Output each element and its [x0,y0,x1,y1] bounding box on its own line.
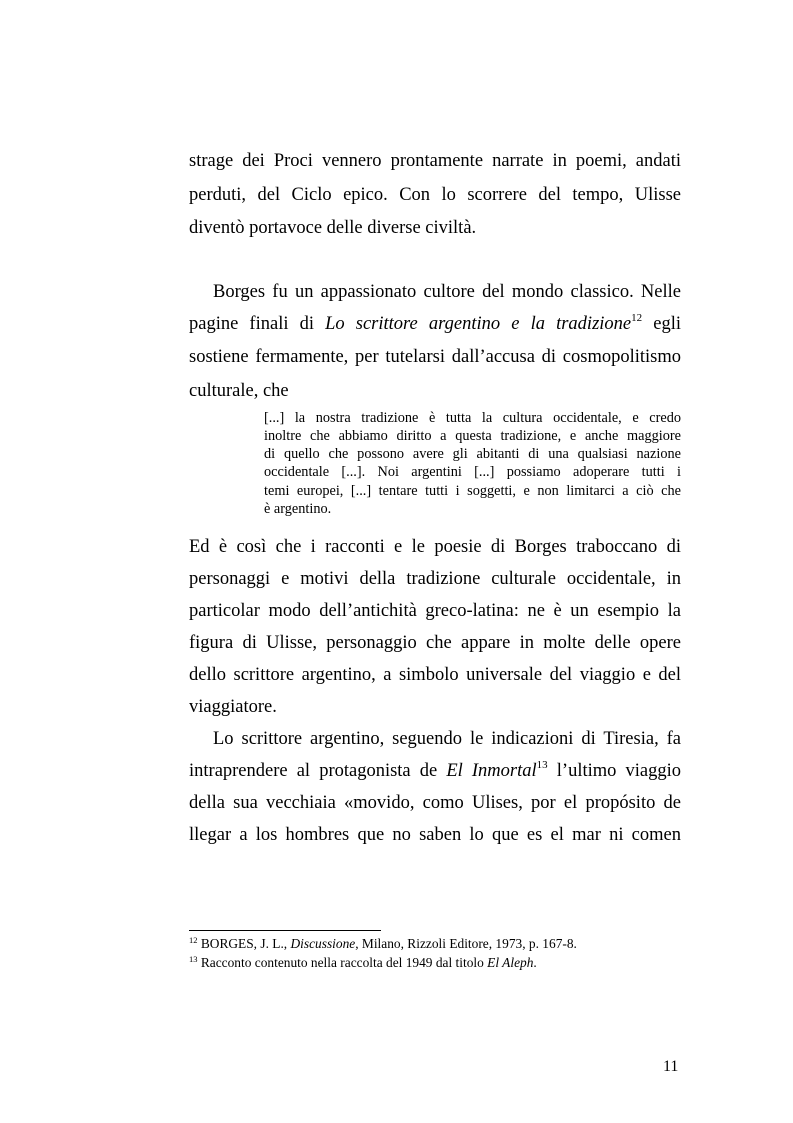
block-quote-line: è argentino. [264,501,332,517]
body-text-line: diventò portavoce delle diverse civiltà. [189,218,477,238]
work-title: Lo scrittore argentino e la tradizione [325,314,632,334]
footnote-separator [189,930,381,931]
text-span: l’ultimo viaggio [547,761,681,781]
block-quote-line: [...] la nostra tradizione è tutta la cultura occidentale, e credo [264,410,681,426]
text-span: . [533,955,537,970]
block-quote-line: inoltre che abbiamo diritto a questa tradizione, e anche maggiore [264,428,681,444]
body-text-line: figura di Ulisse, personaggio che appare in molte delle opere [189,633,681,653]
body-text-line [189,759,681,781]
body-text-line: Ed è così che i racconti e le poesie di Borges traboccano di [189,537,681,557]
body-text-line: particolar modo dell’antichità greco-latina: ne è un esempio la [189,601,681,621]
text-span: intraprendere al protagonista de [189,761,447,781]
body-text-line: Lo scrittore argentino, seguendo le indicazioni di Tiresia, fa [213,729,681,749]
footnote-number: 12 [189,935,198,945]
footnote-number: 13 [189,954,198,964]
body-text-line: della sua vecchiaia «movido, como Ulises, por el propósito de [189,793,681,813]
page-number: 11 [663,1058,679,1075]
body-text-line: personaggi e motivi della tradizione culturale occidentale, in [189,569,681,589]
block-quote-line: di quello che possono avere gli abitanti di una qualsiasi nazione [264,446,681,462]
body-text-line: culturale, che [189,381,289,401]
text-span: , Milano, Rizzoli Editore, 1973, p. 167-8. [355,936,577,951]
body-text-line: viaggiatore. [189,697,277,717]
body-text-line: sostiene fermamente, per tutelarsi dall’accusa di cosmopolitismo [189,347,681,367]
footnote-ref: 12 [631,312,643,324]
work-title: El Aleph [487,955,534,970]
work-title: Discussione [290,936,356,951]
body-text-line: strage dei Proci vennero prontamente narrate in poemi, andati [189,151,681,171]
text-span: BORGES, J. L., [197,936,291,951]
text-span: Racconto contenuto nella raccolta del 1949 dal titolo [197,955,488,970]
block-quote-line: temi europei, [...] tentare tutti i soggetti, e non limitarci a ciò che [264,483,681,499]
body-text-line [189,312,681,334]
footnote-ref: 13 [536,759,548,771]
body-text-line: llegar a los hombres que no saben lo que es el mar ni comen [189,825,681,845]
block-quote-line: occidentale [...]. Noi argentini [...] possiamo adoperare tutti i [264,464,681,480]
body-text-line: Borges fu un appassionato cultore del mondo classico. Nelle [213,282,681,302]
text-span: egli [642,314,681,334]
body-text-line: perduti, del Ciclo epico. Con lo scorrere del tempo, Ulisse [189,185,681,205]
body-text-line: dello scrittore argentino, a simbolo universale del viaggio e del [189,665,681,685]
text-span: pagine finali di [189,314,326,334]
footnote [189,937,577,950]
work-title: El Inmortal [446,761,537,781]
footnote [189,956,537,969]
